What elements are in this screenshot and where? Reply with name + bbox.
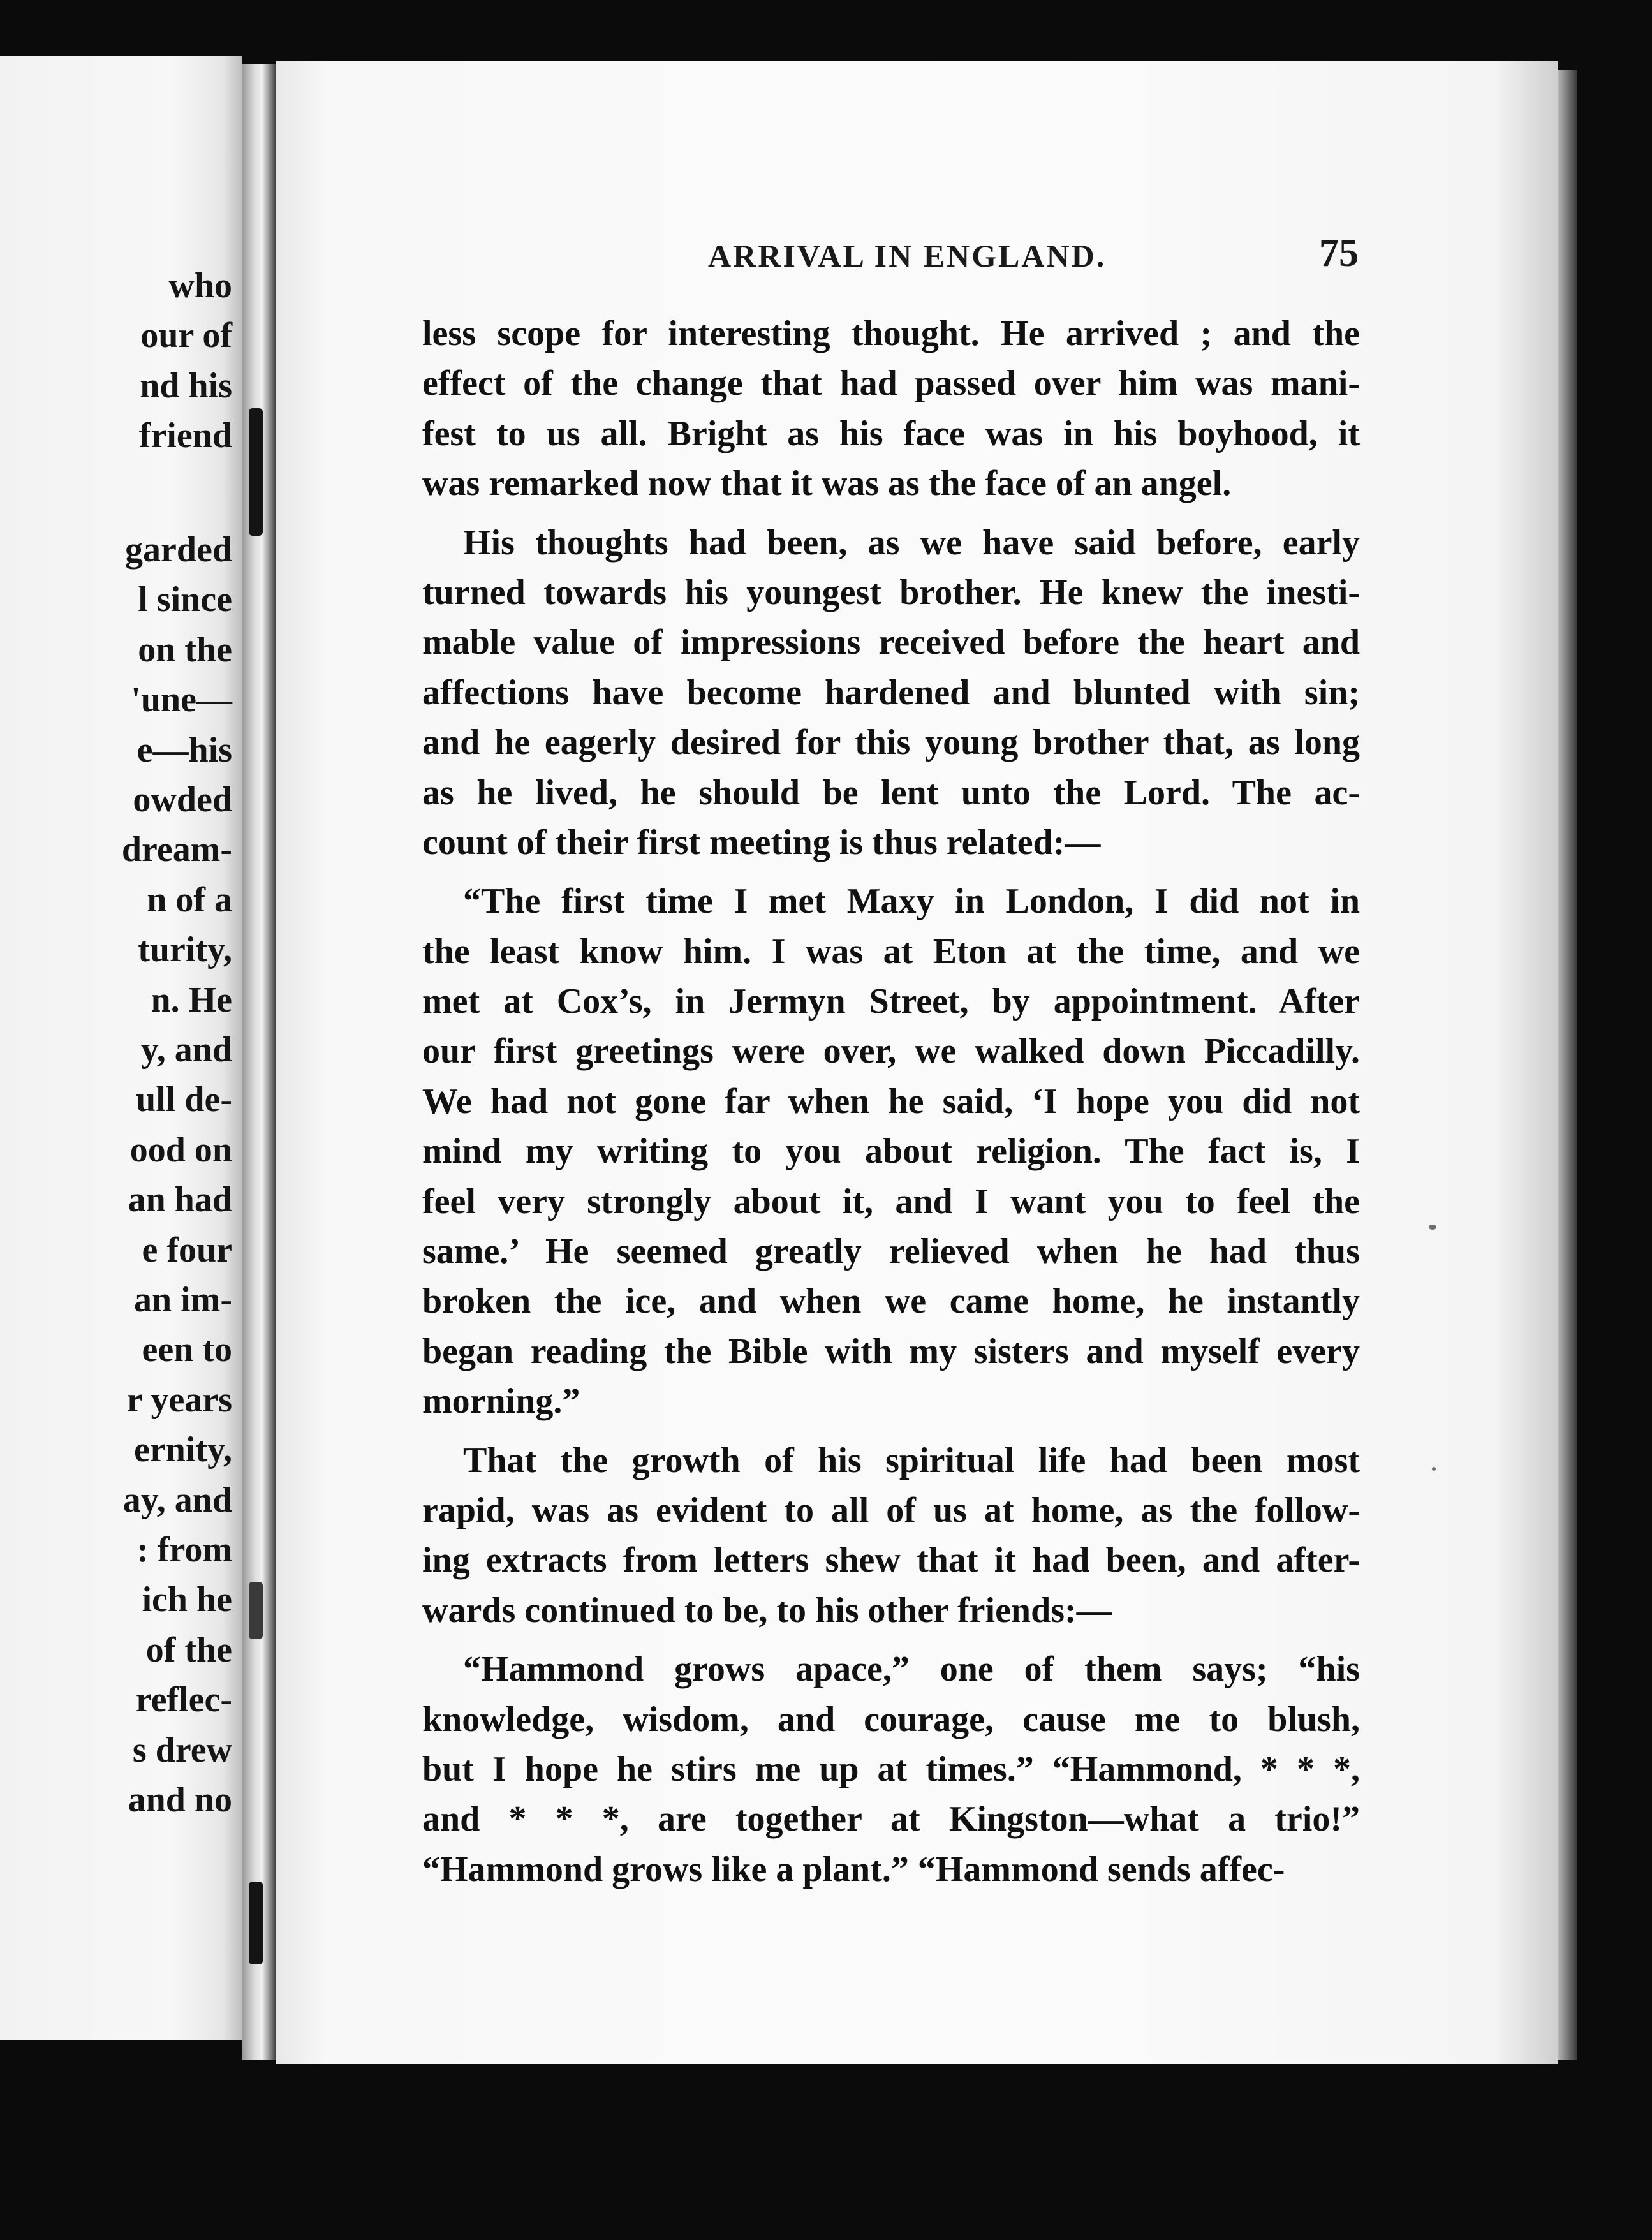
text-line: His thoughts had been, as we have said before, early: [463, 522, 1360, 563]
text-line: mable value of impressions received before the heart and: [422, 623, 1360, 663]
text-line: wards continued to be, to his other friends:—: [422, 1590, 1112, 1630]
left-page-line: e—his: [136, 730, 232, 770]
page-edge-shadow: [1558, 70, 1577, 2060]
paragraph: [422, 1644, 1360, 1894]
text-line: mind my writing to you about religion. The fact is, I: [422, 1131, 1360, 1172]
text-line: ing extracts from letters shew that it had been, and after-: [422, 1540, 1360, 1581]
left-page-line: who: [168, 266, 232, 306]
text-line: began reading the Bible with my sisters and myself every: [422, 1331, 1360, 1371]
left-page-line: een to: [142, 1330, 232, 1370]
page-number: 75: [1319, 232, 1359, 275]
paragraph-spacing: [422, 509, 1360, 518]
left-page-line: owded: [133, 780, 232, 820]
text-line: same.’ He seemed greatly relieved when he had thus: [422, 1232, 1360, 1272]
text-line: knowledge, wisdom, and courage, cause me to blush,: [422, 1699, 1360, 1739]
binding-shadow: [249, 408, 263, 536]
text-line: effect of the change that had passed over him was mani-: [422, 364, 1360, 404]
left-page-line: garded: [125, 530, 232, 570]
text-line: our first greetings were over, we walked down Piccadilly.: [422, 1031, 1360, 1072]
left-page-line: s drew: [132, 1730, 232, 1770]
text-line: and * * *, are together at Kingston—what a trio!”: [422, 1799, 1360, 1839]
left-page-line: l since: [138, 580, 232, 620]
left-page-line: our of: [140, 316, 232, 356]
binding-shadow: [249, 1582, 263, 1639]
text-line: “Hammond grows apace,” one of them says; “his: [463, 1649, 1360, 1690]
text-line: and he eagerly desired for this young brother that, as long: [422, 723, 1360, 763]
left-page-line: of the: [145, 1630, 232, 1670]
left-page-line: n. He: [151, 980, 232, 1020]
text-line: “Hammond grows like a plant.” “Hammond sends affec-: [422, 1849, 1285, 1889]
left-page-line: an im-: [134, 1280, 232, 1320]
left-page-line: ich he: [142, 1580, 232, 1620]
left-page-line: turity,: [138, 930, 232, 970]
left-page-line: and no: [128, 1780, 232, 1820]
left-page-line: ull de-: [136, 1080, 232, 1120]
text-line: met at Cox’s, in Jermyn Street, by appointment. After: [422, 982, 1360, 1022]
paragraph: [422, 876, 1360, 1426]
text-line: the least know him. I was at Eton at the time, and we: [422, 931, 1360, 971]
text-line: rapid, was as evident to all of us at home, as the follow-: [422, 1490, 1360, 1530]
left-facing-page: [0, 56, 242, 2040]
text-line: as he lived, he should be lent unto the Lord. The ac-: [422, 772, 1360, 813]
text-line: “The first time I met Maxy in London, I did not in: [463, 881, 1360, 922]
paragraph-spacing: [422, 1427, 1360, 1436]
text-line: less scope for interesting thought. He arrived ; and the: [422, 314, 1360, 353]
left-page-line: ernity,: [134, 1430, 232, 1470]
left-page-line: 'une—: [131, 680, 232, 720]
text-line: count of their first meeting is thus related:—: [422, 822, 1101, 862]
left-page-line: ood on: [129, 1130, 232, 1170]
left-page-line: dream-: [121, 830, 232, 870]
binding-shadow: [249, 1882, 263, 1964]
text-line: morning.”: [422, 1382, 580, 1422]
paragraph: [422, 309, 1360, 509]
paragraph-spacing: [422, 867, 1360, 876]
left-page-line: r years: [126, 1380, 232, 1420]
left-page-line: e four: [142, 1230, 232, 1270]
text-line: That the growth of his spiritual life had been most: [463, 1440, 1360, 1480]
left-page-line: friend: [138, 416, 232, 456]
body-text: [422, 309, 1360, 1894]
ink-speck: [1429, 1225, 1436, 1230]
text-line: fest to us all. Bright as his face was in his boyhood, it: [422, 413, 1360, 453]
text-line: was remarked now that it was as the face of an angel.: [422, 464, 1232, 504]
paragraph: [422, 518, 1360, 868]
text-line: We had not gone far when he said, ‘I hope you did not: [422, 1081, 1360, 1121]
left-page-line: y, and: [140, 1030, 232, 1070]
text-line: broken the ice, and when we came home, he instantly: [422, 1281, 1360, 1322]
left-page-line: : from: [136, 1530, 232, 1570]
left-page-line: an had: [128, 1180, 232, 1220]
paragraph: [422, 1436, 1360, 1636]
left-page-line: n of a: [147, 880, 232, 920]
text-line: affections have become hardened and blunted with sin;: [422, 672, 1360, 712]
paragraph-spacing: [422, 1635, 1360, 1644]
running-head: ARRIVAL IN ENGLAND.: [708, 238, 1107, 274]
ink-speck: [1432, 1467, 1436, 1471]
left-page-line: on the: [138, 630, 232, 670]
text-line: turned towards his youngest brother. He knew the inesti-: [422, 572, 1360, 612]
left-page-line: ay, and: [122, 1480, 232, 1520]
text-line: feel very strongly about it, and I want you to feel the: [422, 1181, 1360, 1221]
book-gutter: [242, 64, 278, 2060]
left-page-line: reflec-: [135, 1680, 232, 1720]
text-line: but I hope he stirs me up at times.” “Hammond, * * *,: [422, 1749, 1360, 1789]
left-page-line: nd his: [140, 365, 232, 406]
